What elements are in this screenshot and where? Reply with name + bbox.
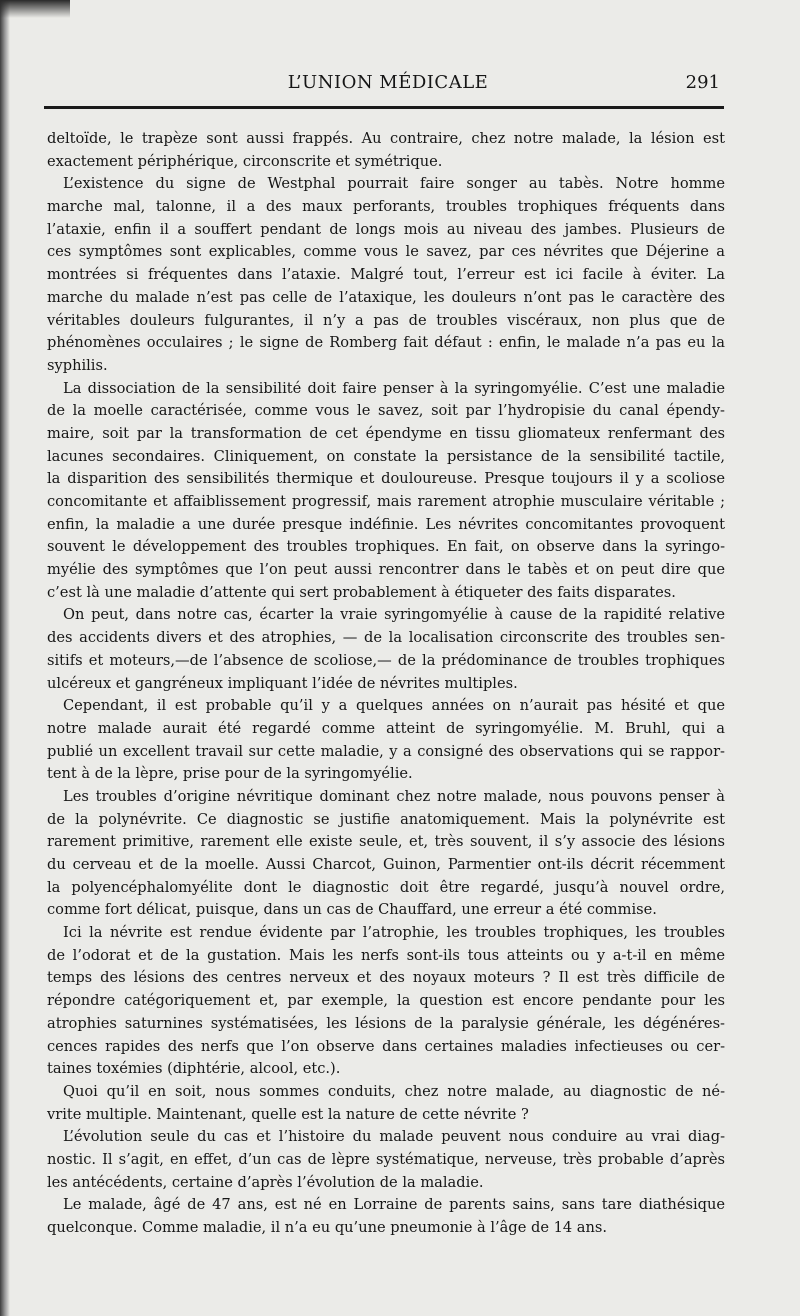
text-line: La dissociation de la sensibilité doit faire penser à la syringomyélie. C’est une maladie [63,379,725,397]
text-line: deltoïde, le trapèze sont aussi frappés. Au contraire, chez notre malade, la lésion est [47,130,725,147]
paragraph [47,1081,725,1126]
text-line: Cependant, il est probable qu’il y a quelques années on n’aurait pas hésité et que [63,697,725,715]
text-line: cences rapides des nerfs que l’on observe dans certaines maladies infectieuses ou cer- [47,1037,725,1055]
paragraph [47,786,725,922]
text-line: lacunes secondaires. Cliniquement, on constate la persistance de la sensibilité tactile, [47,447,725,465]
text-line: publié un excellent travail sur cette maladie, y a consigné des observations qui se rappor- [47,742,725,760]
text-line: tent à de la lèpre, prise pour de la syringomyélie. [47,765,413,783]
binding-shadow [0,0,10,1316]
page-corner-shadow [0,0,70,18]
body-text [47,128,725,1240]
text-line: des accidents divers et des atrophies, — de la localisation circonscrite des troubles sen- [47,629,725,647]
text-line: marche mal, talonne, il a des maux perforants, troubles trophiques fréquents dans [47,198,725,216]
running-title: L’UNION MÉDICALE [287,72,489,93]
text-line: comme fort délicat, puisque, dans un cas de Chauffard, une erreur a été commise. [47,901,657,919]
text-line: maire, soit par la transformation de cet épendyme en tissu gliomateux renfermant des [47,424,725,442]
paragraph [47,128,725,173]
text-line: myélie des symptômes que l’on peut aussi rencontrer dans le tabès et on peut dire que [47,561,725,579]
paragraph [47,695,725,786]
text-line: temps des lésions des centres nerveux et des noyaux moteurs ? Il est très difficile de [47,969,725,987]
text-line: de l’odorat et de la gustation. Mais les nerfs sont-ils tous atteints ou y a-t-il en même [47,946,725,964]
text-line: l’ataxie, enfin il a souffert pendant de longs mois au niveau des jambes. Plusieurs de [47,220,725,238]
text-line: la disparition des sensibilités thermique et douloureuse. Presque toujours il y a scoliose [47,470,725,488]
text-line: rarement primitive, rarement elle existe seule, et, très souvent, il s’y associe des lésions [47,833,725,851]
text-line: répondre catégoriquement et, par exemple, la question est encore pendante pour les [47,992,725,1010]
text-line: du cerveau et de la moelle. Aussi Charcot, Guinon, Parmentier ont-ils décrit récemment [47,856,725,873]
text-line: notre malade aurait été regardé comme atteint de syringomyélie. M. Bruhl, qui a [47,719,725,737]
text-line: Les troubles d’origine névritique dominant chez notre malade, nous pouvons penser à [63,787,725,805]
text-line: On peut, dans notre cas, écarter la vraie syringomyélie à cause de la rapidité relative [63,606,725,624]
text-line: Quoi qu’il en soit, nous sommes conduits, chez notre malade, au diagnostic de né- [63,1082,725,1100]
text-line: taines toxémies (diphtérie, alcool, etc.). [47,1060,341,1078]
text-line: de la moelle caractérisée, comme vous le savez, soit par l’hydropisie du canal épendy- [47,402,725,420]
text-line: vrite multiple. Maintenant, quelle est la nature de cette névrite ? [47,1105,529,1123]
text-line: Le malade, âgé de 47 ans, est né en Lorraine de parents sains, sans tare diathésique [63,1196,725,1214]
text-line: ulcéreux et gangréneux impliquant l’idée de névrites multiples. [47,674,518,692]
page-number: 291 [685,72,720,93]
text-line: ces symptômes sont explicables, comme vous le savez, par ces névrites que Déjerine a [47,243,725,261]
paragraph [47,1126,725,1194]
text-line: montrées si fréquentes dans l’ataxie. Malgré tout, l’erreur est ici facile à éviter. La [47,266,725,284]
paragraph [47,1194,725,1239]
text-line: L’évolution seule du cas et l’histoire du malade peuvent nous conduire au vrai diag- [63,1128,725,1146]
running-header [48,72,728,102]
text-line: sitifs et moteurs,—de l’absence de scoliose,— de la prédominance de troubles trophiques [47,651,725,669]
text-line: enfin, la maladie a une durée presque indéfinie. Les névrites concomitantes provoquent [47,515,725,533]
text-line: c’est là une maladie d’attente qui sert probablement à étiqueter des faits disparates. [47,583,676,601]
text-line: syphilis. [47,356,108,374]
paragraph [47,604,725,695]
text-line: Ici la névrite est rendue évidente par l’atrophie, les troubles trophiques, les troubles [63,924,725,942]
text-line: véritables douleurs fulgurantes, il n’y a pas de troubles viscéraux, non plus que de [47,311,725,329]
text-line: L’existence du signe de Westphal pourrait faire songer au tabès. Notre homme [63,175,725,193]
text-line: souvent le développement des troubles trophiques. En fait, on observe dans la syringo- [47,538,725,556]
text-line: nostic. Il s’agit, en effet, d’un cas de lèpre systématique, nerveuse, très probable d’après [47,1150,725,1168]
text-line: quelconque. Comme maladie, il n’a eu qu’une pneumonie à l’âge de 14 ans. [47,1219,608,1236]
paragraph [47,378,725,605]
text-line: les antécédents, certaine d’après l’évolution de la maladie. [47,1173,484,1191]
text-line: atrophies saturnines systématisées, les lésions de la paralysie générale, les dégénéres- [47,1014,725,1032]
text-line: la polyencéphalomyélite dont le diagnostic doit être regardé, jusqu’à nouvel ordre, [47,878,725,896]
paragraph [47,922,725,1081]
text-line: exactement périphérique, circonscrite et symétrique. [47,152,443,170]
text-line: phénomènes occulaires ; le signe de Romberg fait défaut : enfin, le malade n’a pas eu la [47,334,725,352]
text-line: de la polynévrite. Ce diagnostic se justifie anatomiquement. Mais la polynévrite est [47,810,725,828]
paragraph [47,173,725,377]
header-rule [44,106,724,109]
text-line: marche du malade n’est pas celle de l’ataxique, les douleurs n’ont pas le caractère des [47,288,725,306]
text-line: concomitante et affaiblissement progressif, mais rarement atrophie musculaire véritable ; [47,493,725,510]
